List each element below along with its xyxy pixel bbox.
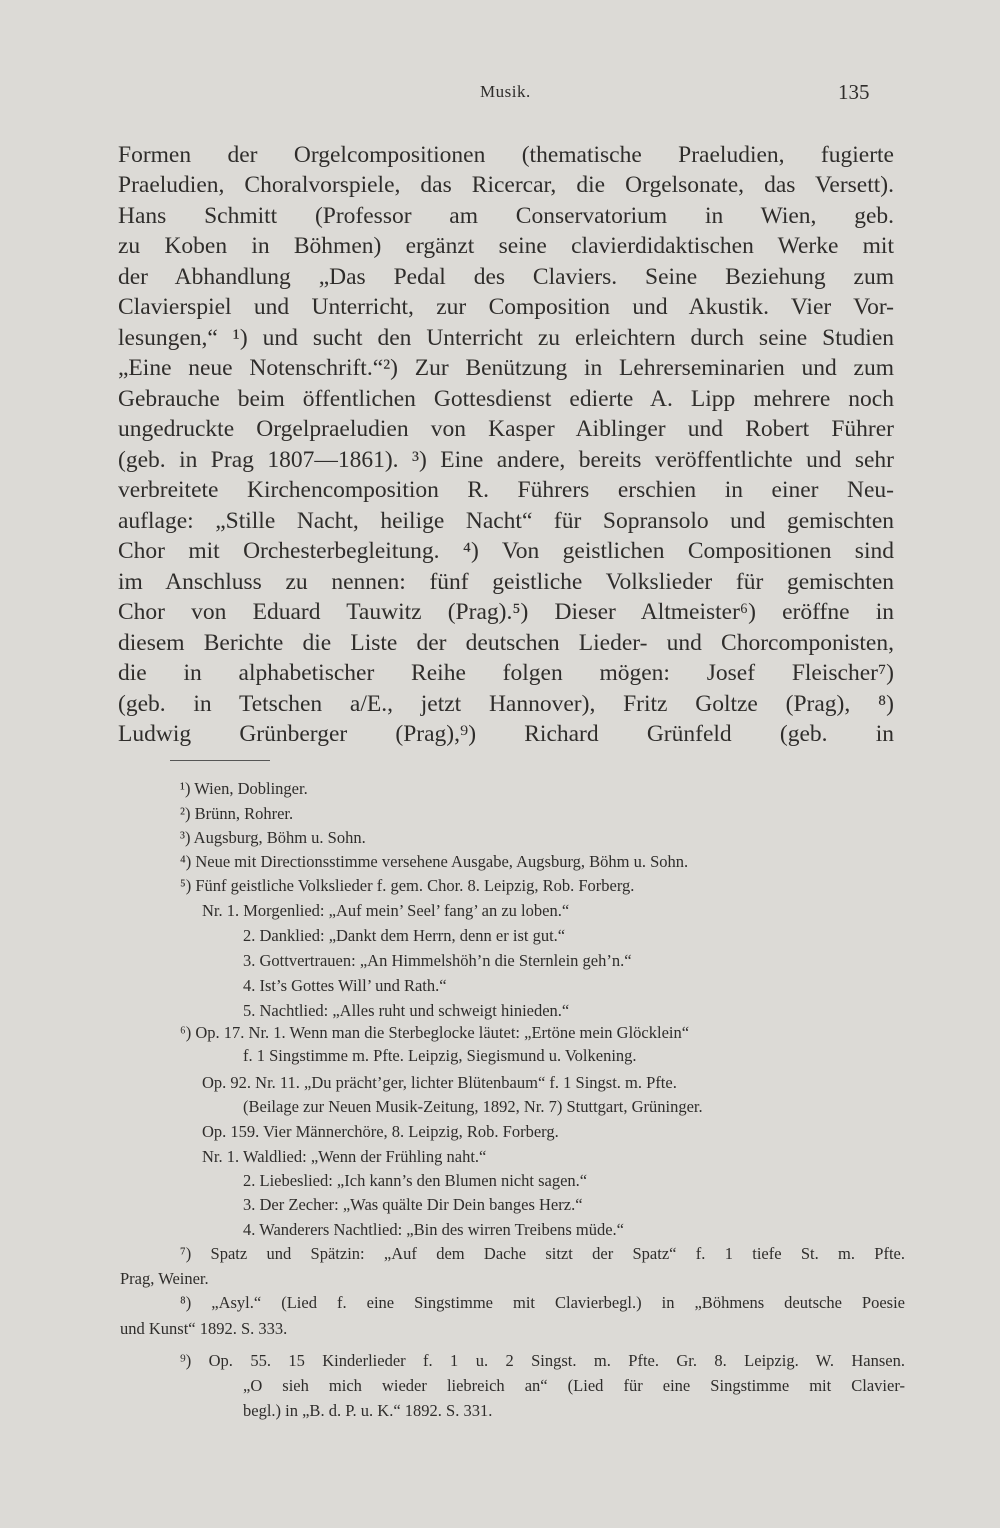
footnote-line: 3. Gottvertrauen: „An Himmelshöh’n die Sternlein geh’n.“ <box>243 951 632 970</box>
running-head: Musik. <box>480 82 531 101</box>
footnote-line: begl.) in „B. d. P. u. K.“ 1892. S. 331. <box>243 1401 493 1420</box>
body-line: zu Koben in Böhmen) ergänzt seine clavierdidaktischen Werke mit <box>118 233 894 259</box>
page-number: 135 <box>838 80 870 104</box>
body-line: (geb. in Tetschen a/E., jetzt Hannover), Fritz Goltze (Prag), ⁸) <box>118 691 894 717</box>
body-line: lesungen,“ ¹) und sucht den Unterricht zu erleichtern durch seine Studien <box>118 325 894 351</box>
body-line: Chor mit Orchesterbegleitung. ⁴) Von geistlichen Compositionen sind <box>118 538 894 564</box>
footnote-line: 4. Ist’s Gottes Will’ und Rath.“ <box>243 976 447 995</box>
body-line: ungedruckte Orgelpraeludien von Kasper Aiblinger und Robert Führer <box>118 416 894 442</box>
footnote-line: ⁹) Op. 55. 15 Kinderlieder f. 1 u. 2 Singst. m. Pfte. Gr. 8. Leipzig. W. Hansen. <box>180 1351 905 1370</box>
body-line: Praeludien, Choralvorspiele, das Ricercar, die Orgelsonate, das Versett). <box>118 172 894 198</box>
footnote-line: 2. Liebeslied: „Ich kann’s den Blumen nicht sagen.“ <box>243 1171 588 1190</box>
body-line: „Eine neue Notenschrift.“²) Zur Benützung in Lehrerseminarien und zum <box>118 355 894 381</box>
footnote-line: ⁵) Fünf geistliche Volkslieder f. gem. Chor. 8. Leipzig, Rob. Forberg. <box>180 876 635 895</box>
body-line: die in alphabetischer Reihe folgen mögen: Josef Fleischer⁷) <box>118 660 894 686</box>
footnote-line: ³) Augsburg, Böhm u. Sohn. <box>180 828 366 847</box>
footnote-line: Nr. 1. Morgenlied: „Auf mein’ Seel’ fang’ an zu loben.“ <box>202 901 570 920</box>
footnote-line: „O sieh mich wieder liebreich an“ (Lied für eine Singstimme mit Clavier- <box>243 1376 905 1395</box>
page-header <box>0 80 1000 110</box>
footnote-rule <box>170 760 270 761</box>
body-line: diesem Berichte die Liste der deutschen Lieder- und Chorcomponisten, <box>118 630 894 656</box>
body-line: Gebrauche beim öffentlichen Gottesdienst edierte A. Lipp mehrere noch <box>118 386 894 412</box>
footnote-line: 5. Nachtlied: „Alles ruht und schweigt hinieden.“ <box>243 1001 570 1020</box>
body-line: Ludwig Grünberger (Prag),⁹) Richard Grünfeld (geb. in <box>118 721 894 747</box>
body-line: verbreitete Kirchencomposition R. Führers erschien in einer Neu- <box>118 477 894 503</box>
body-line: Chor von Eduard Tauwitz (Prag).⁵) Dieser Altmeister⁶) eröffne in <box>118 599 894 625</box>
footnote-line: f. 1 Singstimme m. Pfte. Leipzig, Siegismund u. Volkening. <box>243 1046 637 1065</box>
body-line: Clavierspiel und Unterricht, zur Composition und Akustik. Vier Vor- <box>118 294 894 320</box>
footnote-line: Nr. 1. Waldlied: „Wenn der Frühling naht.“ <box>202 1147 487 1166</box>
footnote-line: (Beilage zur Neuen Musik-Zeitung, 1892, Nr. 7) Stuttgart, Grüninger. <box>243 1097 703 1116</box>
footnote-line: Op. 159. Vier Männerchöre, 8. Leipzig, Rob. Forberg. <box>202 1122 559 1141</box>
footnote-line: ⁷) Spatz und Spätzin: „Auf dem Dache sitzt der Spatz“ f. 1 tiefe St. m. Pfte. <box>180 1244 905 1263</box>
footnote-line: 2. Danklied: „Dankt dem Herrn, denn er ist gut.“ <box>243 926 566 945</box>
body-line: auflage: „Stille Nacht, heilige Nacht“ für Sopransolo und gemischten <box>118 508 894 534</box>
footnote-line: ¹) Wien, Doblinger. <box>180 779 308 798</box>
footnote-line: ⁶) Op. 17. Nr. 1. Wenn man die Sterbeglocke läutet: „Ertöne mein Glöcklein“ <box>180 1023 690 1042</box>
footnote-line: ²) Brünn, Rohrer. <box>180 804 294 823</box>
footnote-line: ⁴) Neue mit Directionsstimme versehene Ausgabe, Augsburg, Böhm u. Sohn. <box>180 852 689 871</box>
body-line: Hans Schmitt (Professor am Conservatorium in Wien, geb. <box>118 203 894 229</box>
footnote-line: Prag, Weiner. <box>120 1269 209 1288</box>
footnote-line: und Kunst“ 1892. S. 333. <box>120 1319 288 1338</box>
body-line: im Anschluss zu nennen: fünf geistliche Volkslieder für gemischten <box>118 569 894 595</box>
body-line: (geb. in Prag 1807—1861). ³) Eine andere, bereits veröffentlichte und sehr <box>118 447 894 473</box>
footnote-line: Op. 92. Nr. 11. „Du prächt’ger, lichter Blütenbaum“ f. 1 Singst. m. Pfte. <box>202 1073 677 1092</box>
body-line: der Abhandlung „Das Pedal des Claviers. Seine Beziehung zum <box>118 264 894 290</box>
body-line: Formen der Orgelcompositionen (thematische Praeludien, fugierte <box>118 142 894 168</box>
footnote-line: 4. Wanderers Nachtlied: „Bin des wirren Treibens müde.“ <box>243 1220 624 1239</box>
footnote-line: 3. Der Zecher: „Was quälte Dir Dein banges Herz.“ <box>243 1195 583 1214</box>
footnote-line: ⁸) „Asyl.“ (Lied f. eine Singstimme mit Clavierbegl.) in „Böhmens deutsche Poesie <box>180 1293 905 1312</box>
